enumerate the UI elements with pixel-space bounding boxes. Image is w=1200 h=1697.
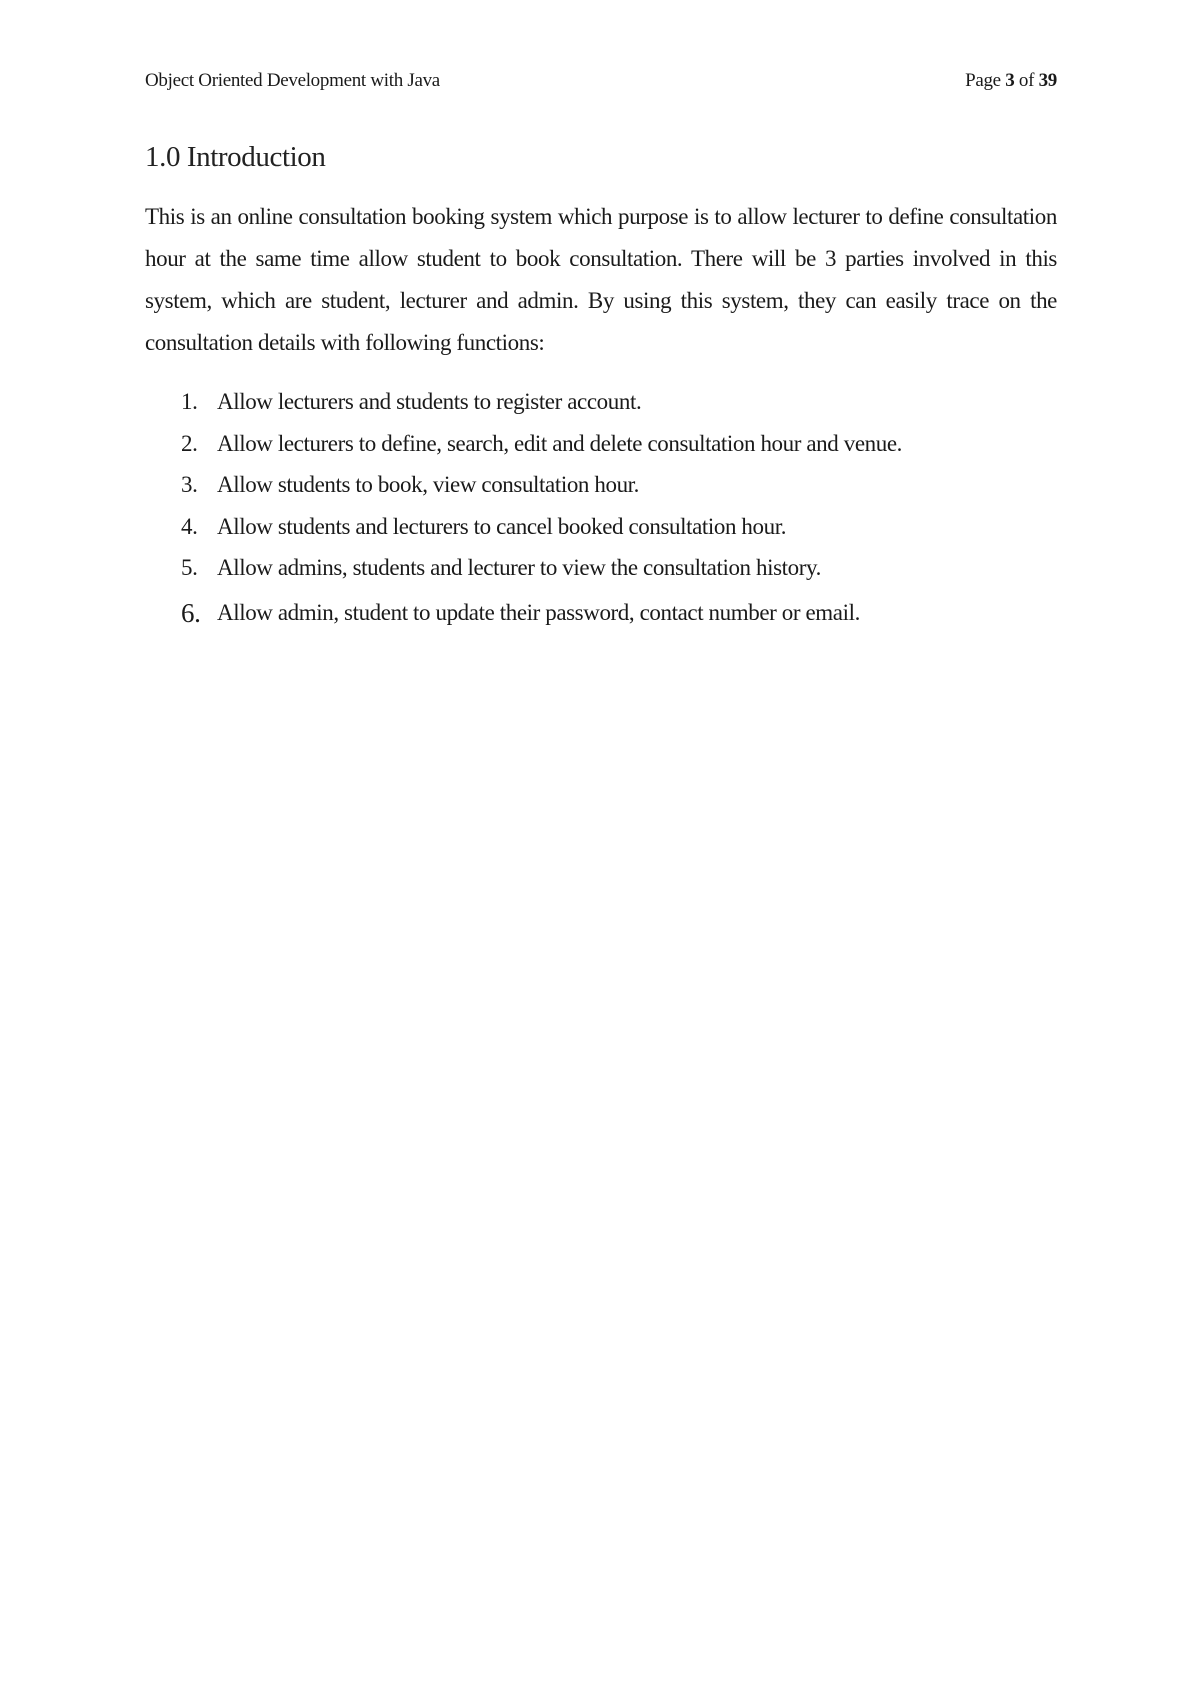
page-number <box>965 70 1057 92</box>
section-heading: 1.0 Introduction <box>145 141 326 173</box>
list-item <box>145 506 1057 548</box>
list-text: Allow lecturers to define, search, edit and delete consultation hour and venue. <box>217 430 902 456</box>
list-text: Allow students to book, view consultation hour. <box>217 472 640 497</box>
list-item <box>145 589 1057 637</box>
list-item <box>145 464 1057 506</box>
list-text: Allow students and lecturers to cancel booked consultation hour. <box>217 513 787 539</box>
list-number: 6. <box>181 597 201 628</box>
intro-paragraph: This is an online consultation booking system which purpose is to allow lecturer to define consultation hour at the same time allow student to book consultation. There will be 3 parties involved in this system, which are student, lecturer and admin. By using this system, they can easily trace on the consultation details with following functions: <box>145 204 1057 355</box>
page-header <box>145 70 1057 98</box>
list-number: 1. <box>181 389 198 414</box>
list-text: Allow admins, students and lecturer to view the consultation history. <box>217 555 821 580</box>
list-number: 3. <box>181 472 198 497</box>
page-of: of <box>1018 70 1035 91</box>
list-item <box>145 547 1057 589</box>
list-number: 2. <box>181 430 198 456</box>
list-number: 4. <box>181 513 198 539</box>
list-item <box>145 423 1057 465</box>
list-item <box>145 381 1057 423</box>
page-prefix: Page <box>965 70 1001 91</box>
list-number: 5. <box>181 555 198 580</box>
page-total: 39 <box>1038 70 1057 91</box>
list-text: Allow lecturers and students to register account. <box>217 389 642 414</box>
page-current: 3 <box>1005 70 1015 91</box>
list-text: Allow admin, student to update their password, contact number or email. <box>217 599 860 625</box>
function-list <box>145 381 1057 637</box>
document-title: Object Oriented Development with Java <box>145 70 440 91</box>
